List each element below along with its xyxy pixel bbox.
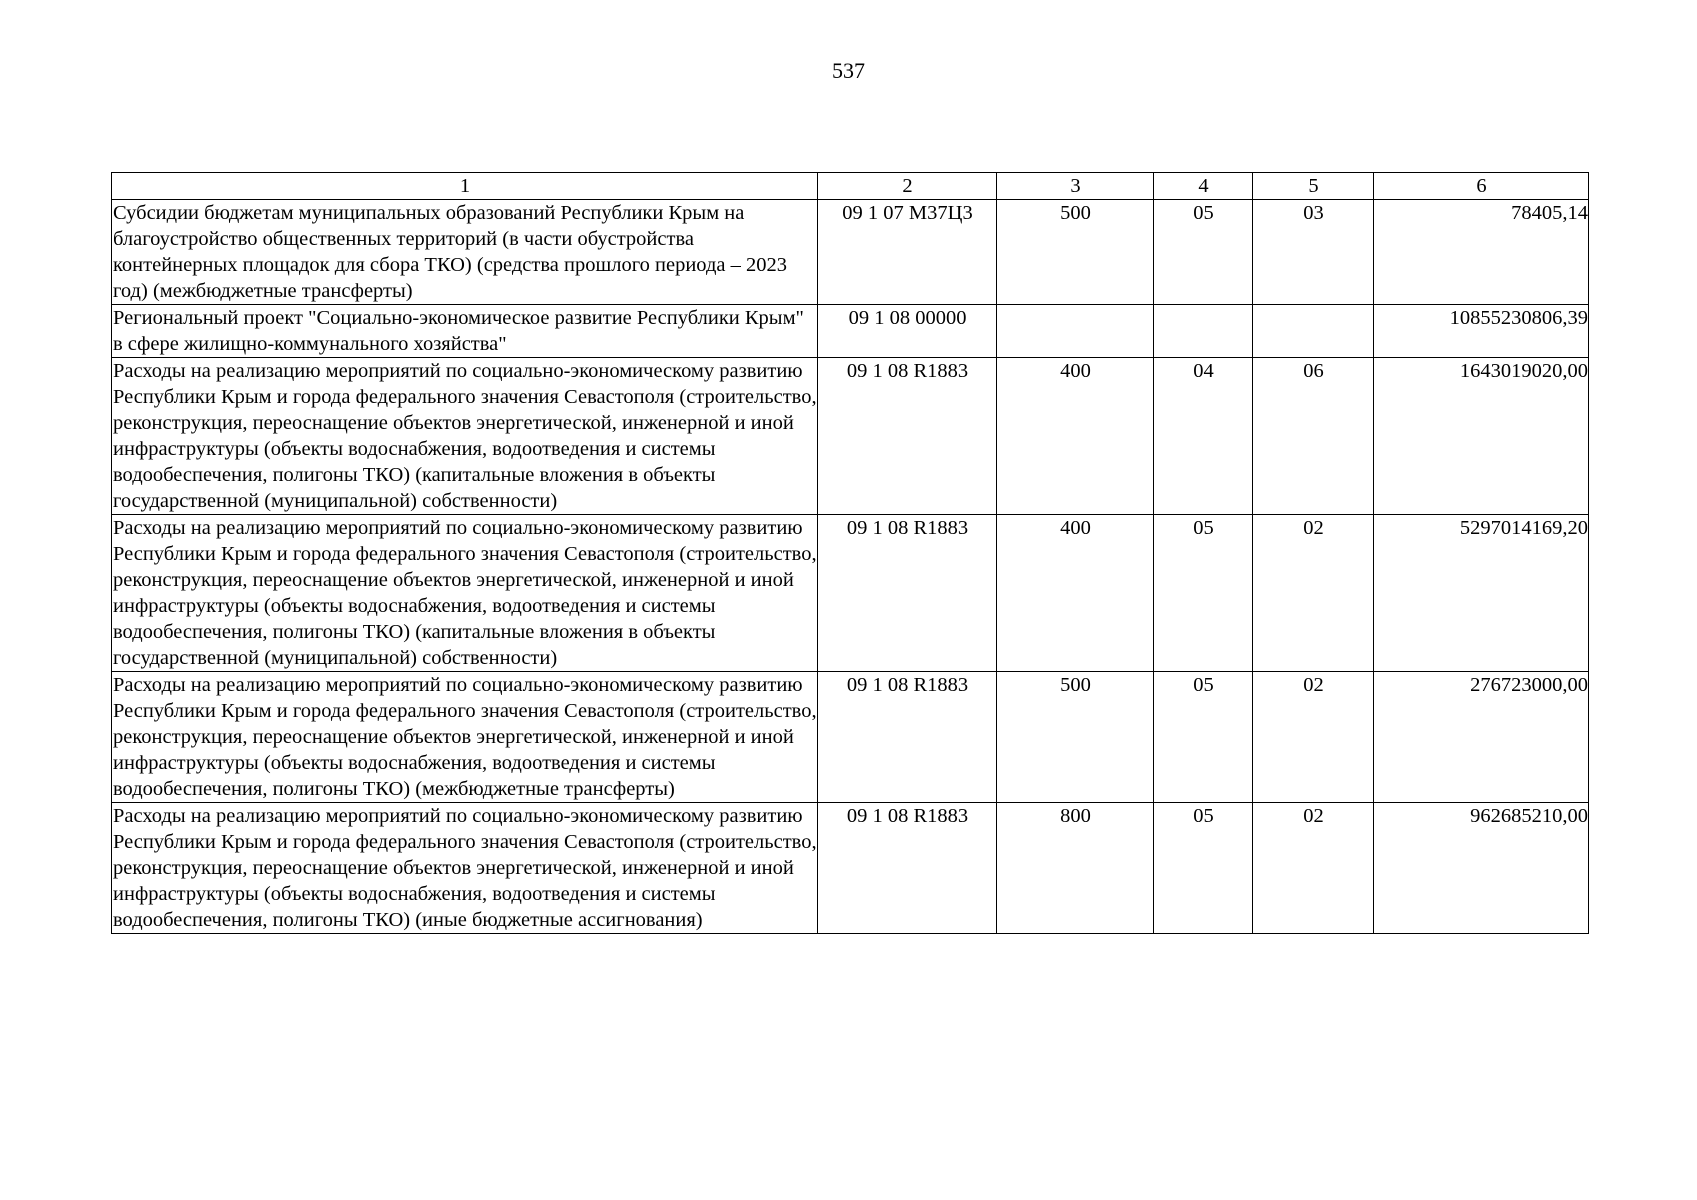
row-code: 09 1 08 00000 bbox=[818, 305, 997, 358]
row-description: Субсидии бюджетам муниципальных образований Республики Крым на благоустройство общественных территорий (в части обустройства контейнерных площадок для сбора ТКО) (средства прошлого периода – 2023 год) (межбюджетные трансферты) bbox=[112, 200, 818, 305]
table-row bbox=[112, 672, 1589, 803]
table-header-row bbox=[112, 173, 1589, 200]
row-description: Расходы на реализацию мероприятий по социально-экономическому развитию Республики Крым и города федерального значения Севастополя (строительство, реконструкция, переоснащение объектов энергетической, инженерной и иной инфраструктуры (объекты водоснабжения, водоотведения и системы водообеспечения, полигоны ТКО) (иные бюджетные ассигнования) bbox=[112, 803, 818, 934]
row-col3: 400 bbox=[997, 515, 1154, 672]
column-header-5: 5 bbox=[1253, 173, 1374, 200]
column-header-1: 1 bbox=[112, 173, 818, 200]
row-col5: 02 bbox=[1253, 803, 1374, 934]
row-col4: 05 bbox=[1154, 200, 1253, 305]
row-col4 bbox=[1154, 305, 1253, 358]
row-col3: 500 bbox=[997, 672, 1154, 803]
row-amount: 5297014169,20 bbox=[1374, 515, 1589, 672]
row-description: Расходы на реализацию мероприятий по социально-экономическому развитию Республики Крым и города федерального значения Севастополя (строительство, реконструкция, переоснащение объектов энергетической, инженерной и иной инфраструктуры (объекты водоснабжения, водоотведения и системы водообеспечения, полигоны ТКО) (межбюджетные трансферты) bbox=[112, 672, 818, 803]
row-code: 09 1 07 М37Ц3 bbox=[818, 200, 997, 305]
row-amount: 10855230806,39 bbox=[1374, 305, 1589, 358]
table-row bbox=[112, 305, 1589, 358]
column-header-2: 2 bbox=[818, 173, 997, 200]
row-col3: 500 bbox=[997, 200, 1154, 305]
row-code: 09 1 08 R1883 bbox=[818, 803, 997, 934]
column-header-3: 3 bbox=[997, 173, 1154, 200]
row-col4: 05 bbox=[1154, 803, 1253, 934]
row-col3: 400 bbox=[997, 358, 1154, 515]
row-description: Расходы на реализацию мероприятий по социально-экономическому развитию Республики Крым и города федерального значения Севастополя (строительство, реконструкция, переоснащение объектов энергетической, инженерной и иной инфраструктуры (объекты водоснабжения, водоотведения и системы водообеспечения, полигоны ТКО) (капитальные вложения в объекты государственной (муниципальной) собственности) bbox=[112, 515, 818, 672]
row-col3: 800 bbox=[997, 803, 1154, 934]
row-description: Расходы на реализацию мероприятий по социально-экономическому развитию Республики Крым и города федерального значения Севастополя (строительство, реконструкция, переоснащение объектов энергетической, инженерной и иной инфраструктуры (объекты водоснабжения, водоотведения и системы водообеспечения, полигоны ТКО) (капитальные вложения в объекты государственной (муниципальной) собственности) bbox=[112, 358, 818, 515]
row-col5 bbox=[1253, 305, 1374, 358]
budget-table bbox=[111, 172, 1589, 934]
row-col4: 05 bbox=[1154, 672, 1253, 803]
row-col5: 02 bbox=[1253, 672, 1374, 803]
row-col5: 03 bbox=[1253, 200, 1374, 305]
row-code: 09 1 08 R1883 bbox=[818, 515, 997, 672]
row-amount: 1643019020,00 bbox=[1374, 358, 1589, 515]
row-col4: 04 bbox=[1154, 358, 1253, 515]
page-number: 537 bbox=[832, 58, 865, 83]
row-code: 09 1 08 R1883 bbox=[818, 358, 997, 515]
column-header-4: 4 bbox=[1154, 173, 1253, 200]
table-row bbox=[112, 358, 1589, 515]
row-code: 09 1 08 R1883 bbox=[818, 672, 997, 803]
row-amount: 962685210,00 bbox=[1374, 803, 1589, 934]
row-col3 bbox=[997, 305, 1154, 358]
row-amount: 276723000,00 bbox=[1374, 672, 1589, 803]
row-amount: 78405,14 bbox=[1374, 200, 1589, 305]
row-col5: 02 bbox=[1253, 515, 1374, 672]
row-col5: 06 bbox=[1253, 358, 1374, 515]
table-row bbox=[112, 803, 1589, 934]
table-row bbox=[112, 515, 1589, 672]
row-description: Региональный проект "Социально-экономическое развитие Республики Крым" в сфере жилищно-коммунального хозяйства" bbox=[112, 305, 818, 358]
table-row bbox=[112, 200, 1589, 305]
column-header-6: 6 bbox=[1374, 173, 1589, 200]
row-col4: 05 bbox=[1154, 515, 1253, 672]
